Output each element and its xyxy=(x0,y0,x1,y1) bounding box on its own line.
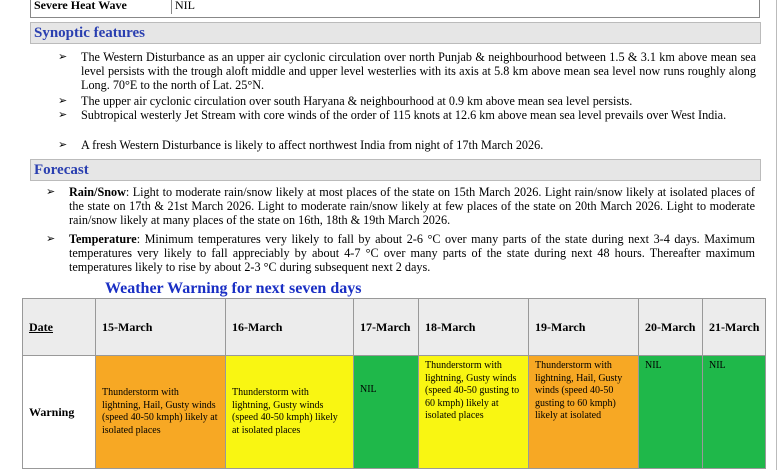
severe-heat-wave-row xyxy=(30,0,760,18)
warning-cell: Thunderstorm with lightning, Gusty winds (speed 40-50 kmph) likely at isolated places xyxy=(226,356,354,469)
temp-text: : Minimum temperatures very likely to fall by about 2-6 °C over many parts of the state during next 3-4 days. Maximum temperatures very likely to fall appreciably by about 4-7 °C over many parts of the state during next 48 hours. Thereafter maximum temperatures likely to rise by about 2-3 °C during subsequent next 2 days. xyxy=(69,232,755,274)
arrow-bullet-icon: ➢ xyxy=(58,95,68,107)
row-value: NIL xyxy=(175,0,195,12)
warning-cell: Thunderstorm with lightning, Hail, Gusty winds (speed 40-50 kmph) likely at isolated places xyxy=(96,356,226,469)
synoptic-heading: Synoptic features xyxy=(30,22,761,44)
arrow-bullet-icon: ➢ xyxy=(58,109,68,121)
day-header: 16-March xyxy=(226,299,354,356)
day-header: 18-March xyxy=(419,299,529,356)
rain-text: : Light to moderate rain/snow likely at most places of the state on 15th March 2026. Light rain/snow likely at isolated places of the state on 17th & 21st March 2026. Light to moderate rain/snow likely at few places of the state on 20th March 2026. Light to moderate rain/snow likely at many places of the state on 16th, 18th & 19th March 2026. xyxy=(69,185,755,227)
warning-cell: NIL xyxy=(703,356,766,469)
day-header: 15-March xyxy=(96,299,226,356)
warning-table xyxy=(22,298,766,469)
forecast-rain xyxy=(69,185,755,227)
synoptic-bullet-3: Subtropical westerly Jet Stream with core winds of the order of 115 knots at 12.6 km above mean sea level prevails over West India. xyxy=(81,108,727,122)
arrow-bullet-icon: ➢ xyxy=(58,51,68,63)
arrow-bullet-icon: ➢ xyxy=(46,233,56,245)
day-header: 19-March xyxy=(529,299,639,356)
day-header: 20-March xyxy=(639,299,703,356)
synoptic-bullet-2: The upper air cyclonic circulation over south Haryana & neighbourhood at 0.9 km above mean sea level persists. xyxy=(81,94,633,108)
forecast-heading: Forecast xyxy=(30,159,761,181)
row-label: Severe Heat Wave xyxy=(31,0,172,14)
arrow-bullet-icon: ➢ xyxy=(46,186,56,198)
warning-cell: Thunderstorm with lightning, Hail, Gusty winds (speed 40-50 gusting to 60 kmph) likely at isolated xyxy=(529,356,639,469)
day-header: 17-March xyxy=(354,299,419,356)
warning-cell: Thunderstorm with lightning, Gusty winds (speed 40-50 gusting to 60 kmph) likely at isolated places xyxy=(419,356,529,469)
page-edge-line xyxy=(776,0,777,470)
warning-cell: NIL xyxy=(639,356,703,469)
synoptic-bullet-1: The Western Disturbance as an upper air cyclonic circulation over north Punjab & neighbourhood between 1.5 & 3.1 km above mean sea level persists with the trough aloft middle and upper level westerlies with its axis at 5.8 km above mean sea level now runs roughly along Long. 70°E to the north of Lat. 25°N. xyxy=(81,50,756,92)
warning-cell: NIL xyxy=(354,356,419,469)
day-header: 21-March xyxy=(703,299,766,356)
temp-label: Temperature xyxy=(69,232,137,246)
warning-title: Weather Warning for next seven days xyxy=(105,280,362,297)
date-header: Date xyxy=(23,299,96,356)
arrow-bullet-icon: ➢ xyxy=(58,139,68,151)
synoptic-bullet-4: A fresh Western Disturbance is likely to affect northwest India from night of 17th March 2026. xyxy=(81,138,544,152)
warning-row-label: Warning xyxy=(23,356,96,469)
forecast-temperature xyxy=(69,232,755,274)
rain-label: Rain/Snow xyxy=(69,185,126,199)
